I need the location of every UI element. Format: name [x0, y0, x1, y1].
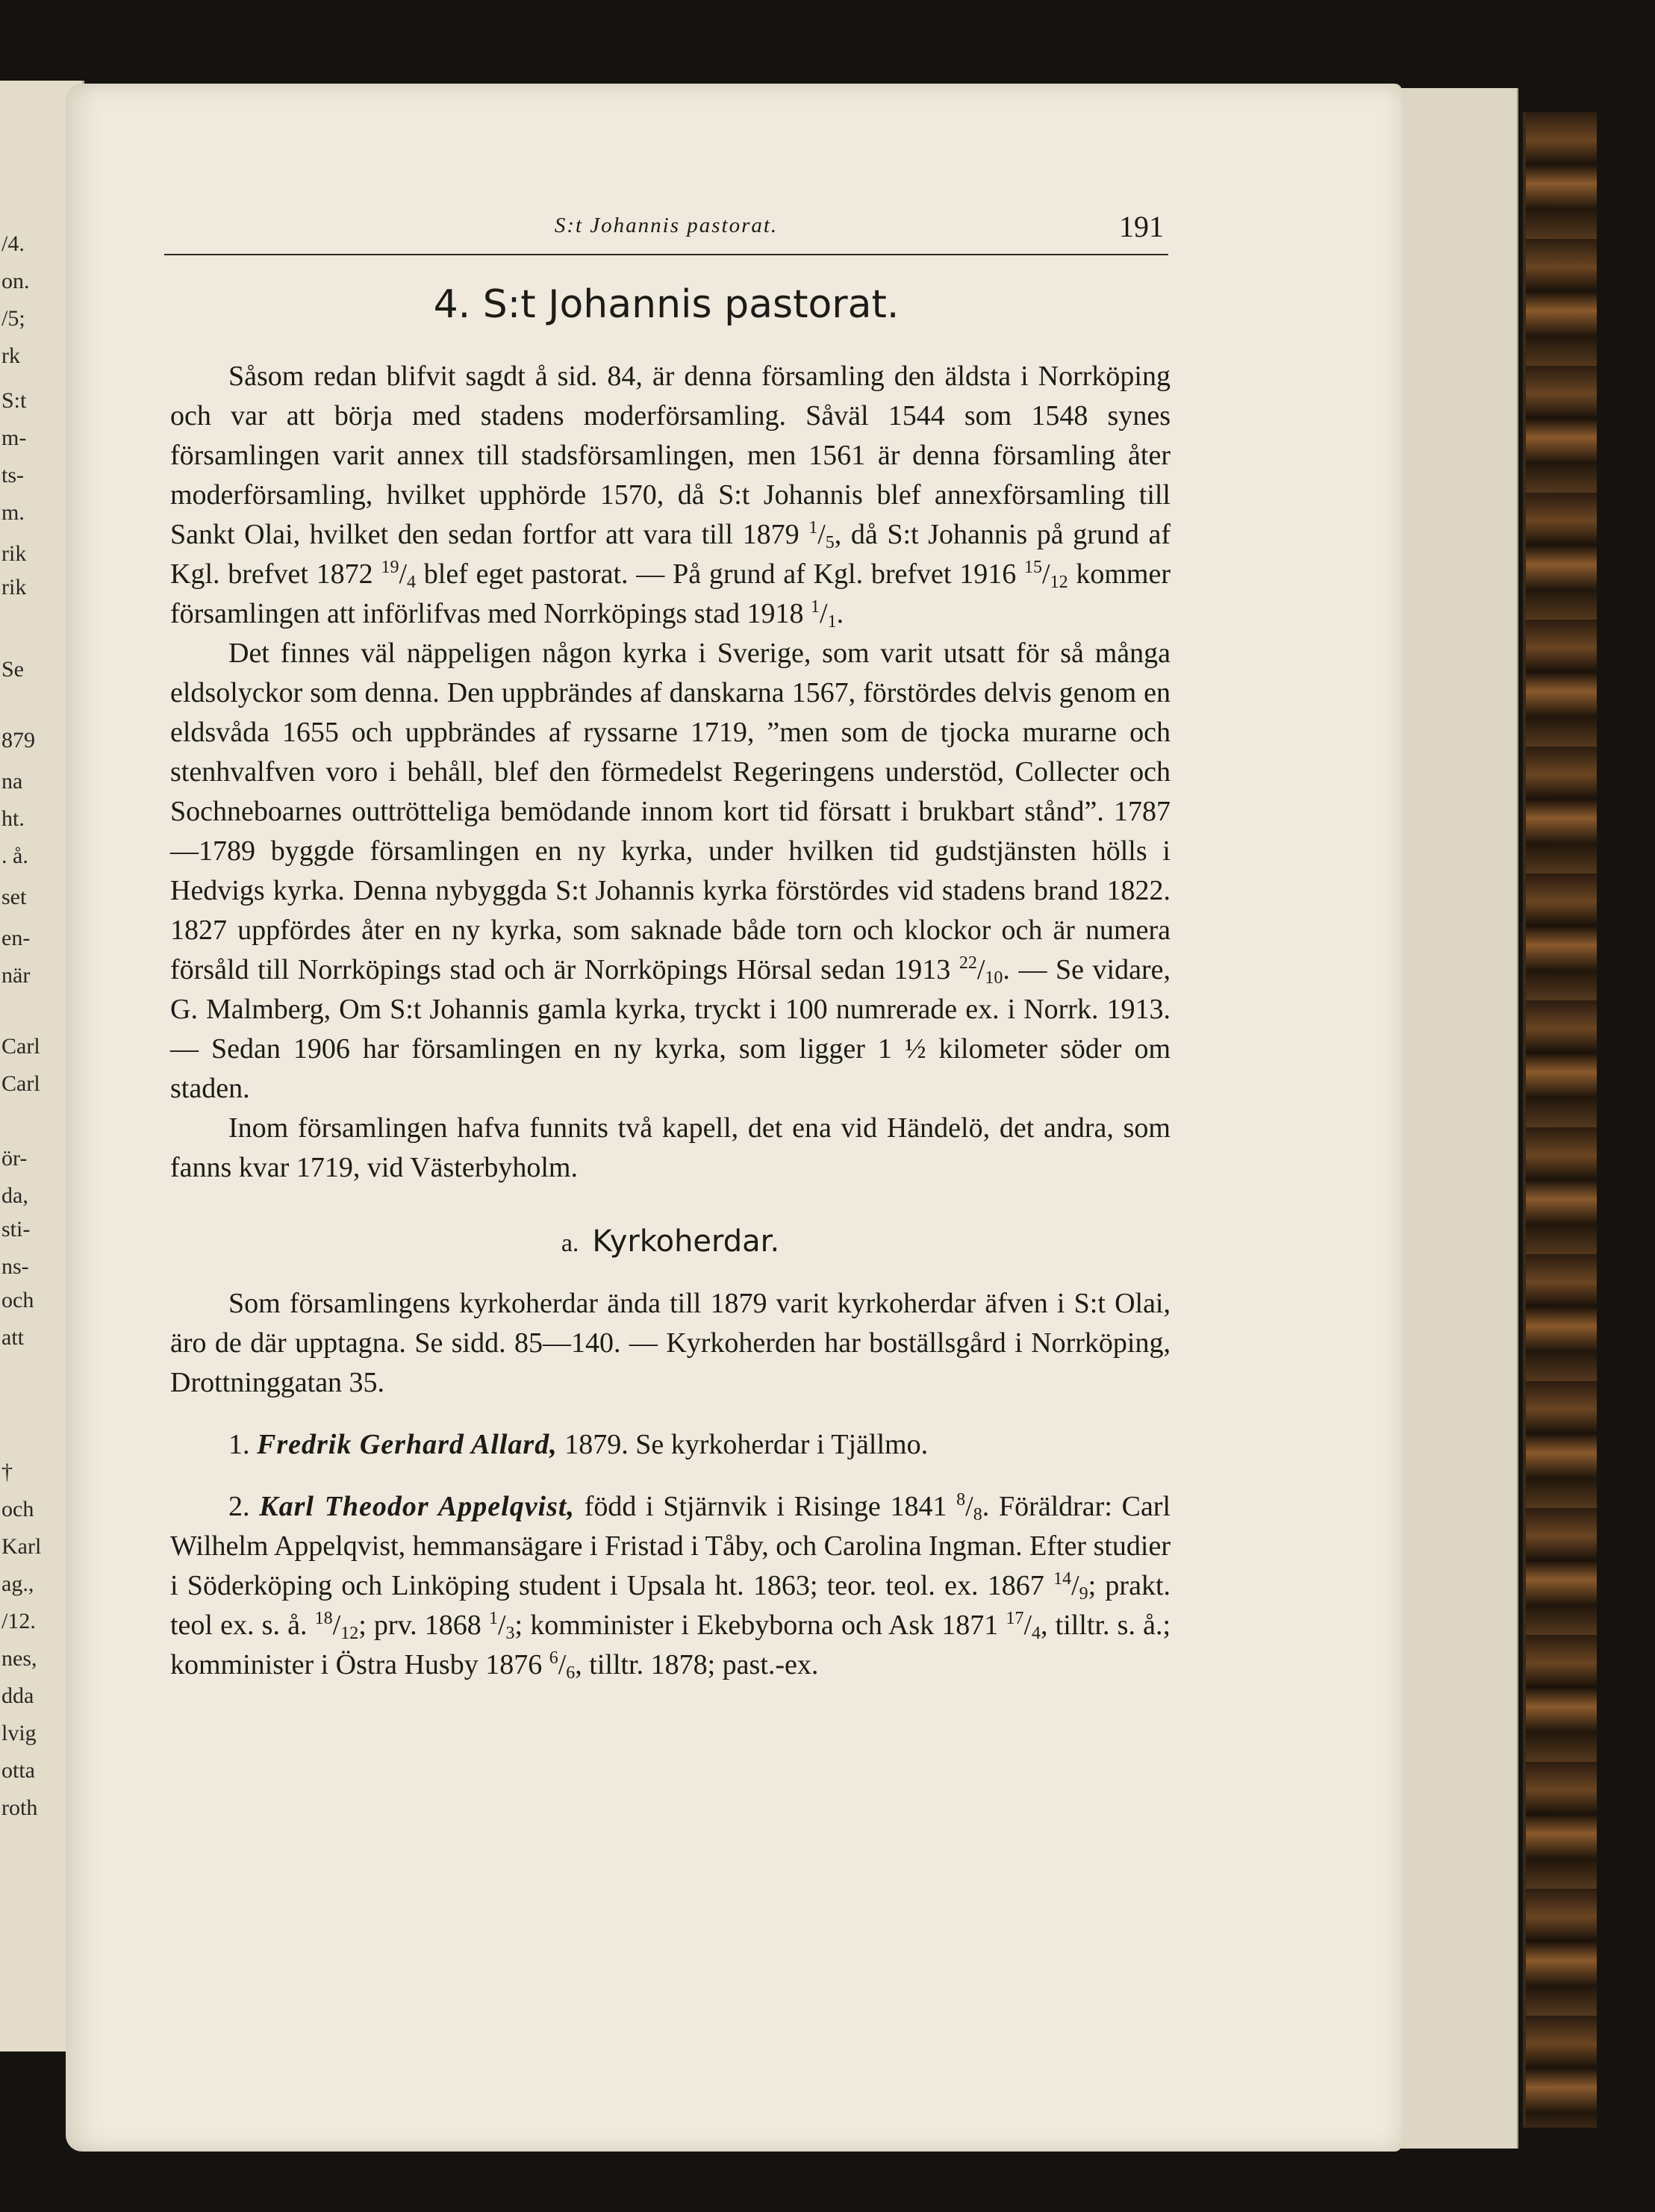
paragraph-kyrkoherdar: Som församlingens kyrkoherdar ända till 1879 varit kyrkoherdar äfven i S:t Olai, äro de där upptagna. Se sidd. 85—140. — Kyrkoherden har boställsgård i Norrköping, Drottninggatan 35.	[170, 1288, 1171, 1398]
margin-fragment: S:t	[1, 388, 27, 413]
running-head	[164, 209, 1168, 255]
margin-fragment: set	[1, 885, 27, 909]
margin-fragment: när	[1, 963, 31, 988]
margin-fragment: roth	[1, 1795, 38, 1820]
margin-fragment: Se	[1, 657, 24, 682]
margin-fragment: da,	[1, 1183, 28, 1208]
text-run: ; prakt. teol ex. s. å.	[170, 1570, 1171, 1641]
text-run: ; prv. 1868	[358, 1610, 481, 1641]
margin-fragment: Karl	[1, 1534, 42, 1559]
date-fraction: $^{18}/_{12}$	[314, 1609, 359, 1643]
margin-fragment: ag.,	[1, 1571, 34, 1596]
text-run: blef eget pastorat. — På grund af Kgl. brefvet 1916	[423, 558, 1017, 590]
margin-fragment: och	[1, 1497, 34, 1521]
date-fraction: $^{14}/_9$	[1053, 1569, 1088, 1604]
half-fraction: ½	[904, 1033, 926, 1065]
margin-fragment: /5;	[1, 306, 25, 331]
margin-fragment: on.	[1, 269, 30, 293]
margin-fragment: en-	[1, 926, 31, 950]
date-fraction: $^6/_6$	[549, 1648, 576, 1683]
margin-fragment: . å.	[1, 844, 28, 868]
date-fraction: $^8/_8$	[956, 1490, 982, 1524]
margin-fragment: rk	[1, 343, 20, 368]
text-run: , då S:t Johannis på grund af Kgl. brefvet 1872	[170, 519, 1171, 590]
margin-fragment: /4.	[1, 231, 25, 256]
text-run: . — Se vidare, G. Malmberg, Om S:t Johannis gamla kyrka, tryckt i 100 numrerade ex. i Norrk. 1913. — Sedan 1906 har församlingen en ny kyrka, som ligger 1	[170, 954, 1171, 1065]
margin-fragment: m.	[1, 500, 25, 525]
margin-fragment: Carl	[1, 1071, 40, 1096]
margin-fragment: 879	[1, 728, 35, 753]
date-fraction: $^1/_3$	[488, 1609, 515, 1643]
text-run: kilometer söder om staden.	[170, 1033, 1171, 1104]
body-text	[170, 357, 1171, 1685]
section-title: Kyrkoherdar.	[592, 1224, 780, 1259]
paragraph-chapels: Inom församlingen hafva funnits två kapell, det ena vid Händelö, det andra, som fanns kvar 1719, vid Västerbyholm.	[170, 1112, 1171, 1183]
running-head-title: S:t Johannis pastorat.	[554, 214, 779, 237]
margin-fragment: /12.	[1, 1609, 36, 1633]
date-fraction: $^1/_1$	[811, 597, 837, 632]
margin-fragment: ht.	[1, 806, 25, 831]
date-fraction: $^{17}/_4$	[1006, 1609, 1041, 1643]
chapter-heading: 4. S:t Johannis pastorat.	[433, 282, 900, 327]
text-run: Det finnes väl näppeligen någon kyrka i Sverige, som varit utsatt för så många eldsolyckor som denna. Den uppbrändes af danskarna 1567, förstördes delvis genom en eldsvåda 1655 och uppbrändes af ryssarne 1719, ”men som de tjocka murarne och stenhvalfven voro i behåll, blef den förmedelst Regeringens understöd, Collecter och Sochneboarnes outtrötteliga bemödande innom kort tid försatt i brukbart stånd”. 1787—1789 byggde församlingen en ny kyrka, under hvilken tid gudstjänsten hölls i Hedvigs kyrka. Denna nybyggda S:t Johannis kyrka förstördes vid stadens brand 1822. 1827 uppfördes åter en ny kyrka, som saknade både torn och klockor och är numera försåld till Norrköpings stad och är Norrköpings Hörsal sedan 1913	[170, 638, 1171, 985]
list-item	[170, 1425, 1171, 1465]
entry-number: 2.	[228, 1491, 250, 1522]
margin-fragment: m-	[1, 426, 27, 450]
page-number: 191	[1119, 210, 1164, 243]
text-run: .	[836, 598, 844, 629]
margin-fragment: rik	[1, 575, 27, 599]
margin-fragment: ts-	[1, 463, 24, 487]
text-run: kommer församlingen att införlifvas med Norrköpings stad 1918	[170, 558, 1171, 629]
text-run: , tilltr. 1878; past.-ex.	[575, 1649, 819, 1680]
entry-number: 1.	[228, 1429, 250, 1460]
margin-fragment: att	[1, 1325, 24, 1350]
margin-fragment: dda	[1, 1683, 34, 1708]
paragraph-history	[170, 357, 1171, 634]
margin-fragment: Carl	[1, 1034, 40, 1059]
person-name: Fredrik Gerhard Allard,	[257, 1429, 558, 1460]
text-run: 1879. Se kyrkoherdar i Tjällmo.	[564, 1429, 929, 1460]
text-run: ; komminister i Ekebyborna och Ask 1871	[514, 1610, 999, 1641]
list-item	[170, 1487, 1171, 1685]
margin-fragment: ör-	[1, 1146, 28, 1171]
person-name: Karl Theodor Appelqvist,	[259, 1491, 575, 1522]
margin-fragment: rik	[1, 541, 27, 566]
date-fraction: $^1/_5$	[808, 518, 835, 552]
margin-fragment: och	[1, 1288, 34, 1312]
margin-fragment: lvig	[1, 1721, 37, 1745]
text-run: född i Stjärnvik i Risinge 1841	[584, 1491, 947, 1522]
section-label: a.	[561, 1230, 579, 1257]
text-run: Såsom redan blifvit sagdt å sid. 84, är denna församling den äldsta i Norrköping och var att börja med stadens moderförsamling. Såväl 1544 som 1548 synes församlingen varit annex till stadsförsamlingen, men 1561 är denna församling åter moderförsamling, hvilket upphörde 1570, då S:t Johannis blef annexförsamling till Sankt Olai, hvilket den sedan fortfor att vara till 1879	[170, 361, 1171, 550]
margin-fragment: †	[1, 1459, 13, 1484]
margin-fragment: ns-	[1, 1254, 29, 1279]
margin-fragment: nes,	[1, 1646, 37, 1671]
date-fraction: $^{15}/_{12}$	[1024, 558, 1068, 592]
text-run: . Föräldrar: Carl Wilhelm Appelqvist, hemmansägare i Fristad i Tåby, och Carolina Ingman. Efter studier i Söderköping och Linköping student i Upsala ht. 1863; teor. teol. ex. 1867	[170, 1491, 1171, 1601]
text-run: , tilltr. s. å.; komminister i Östra Husby 1876	[170, 1610, 1171, 1680]
section-heading	[170, 1222, 1171, 1263]
date-fraction: $^{19}/_4$	[381, 558, 417, 592]
margin-fragment: otta	[1, 1758, 35, 1783]
paragraph-church-fires	[170, 634, 1171, 1109]
margin-fragment: na	[1, 769, 23, 794]
margin-fragment: sti-	[1, 1217, 31, 1241]
date-fraction: $^{22}/_{10}$	[959, 953, 1003, 988]
